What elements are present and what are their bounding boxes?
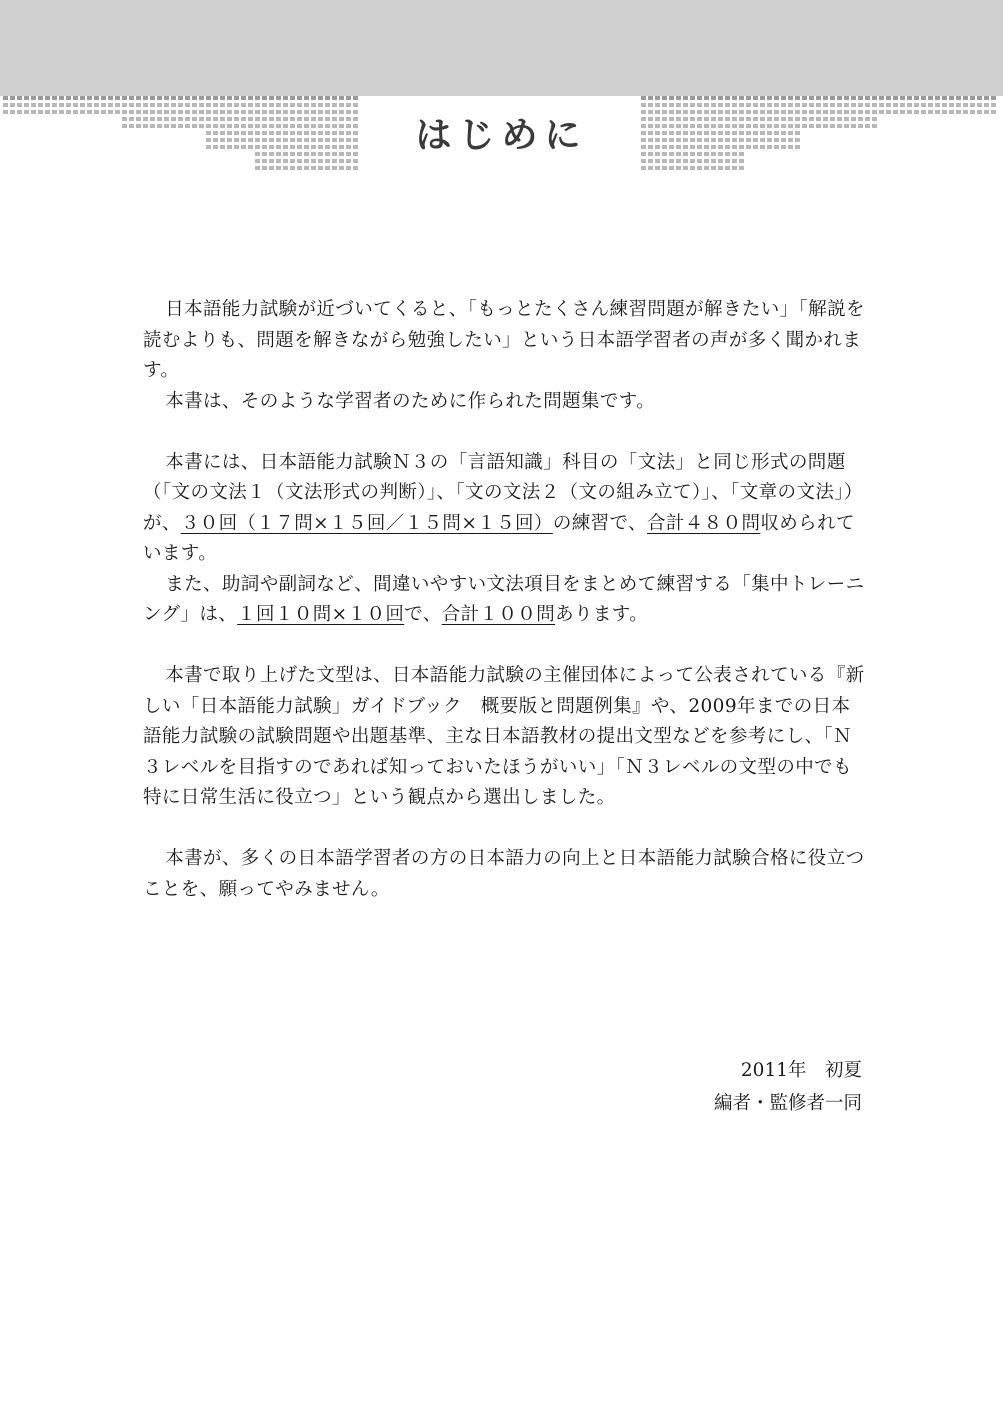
pattern-row [641, 103, 998, 107]
pattern-row [641, 117, 879, 121]
paragraph-4 [143, 661, 865, 814]
paragraph-4-text: 本書で取り上げた文型は、日本語能力試験の主催団体によって公表されている『新しい「日本語能力試験」ガイドブック 概要版と問題例集』や、2009年までの日本語能力試験の試験問題や出題基準、主な日本語教材の提出文型などを参考にし、「Ｎ３レベルを目指すのであれば知っておいたほうがいい」「Ｎ３レベルの文型の中でも特に日常生活に役立つ」という観点から選出しました。 [143, 665, 865, 808]
pattern-row [3, 110, 360, 114]
paragraph-3-text-c: あります。 [555, 604, 649, 625]
preface-body [143, 295, 865, 905]
paragraph-2-text-a: 本書には、日本語能力試験Ｎ３の「言語知識」科目の「文法」と同じ形式の問題（「文の文法１（文法形式の判断）」、「文の文法２（文の組み立て）」、「文章の文法」）が、 [143, 451, 863, 534]
underline-training-sessions: １回１０問×１０回 [237, 604, 405, 625]
signature-block [714, 1054, 862, 1120]
underline-total-480: 合計４８０問 [646, 512, 761, 534]
paragraph-1b-text: 本書は、そのような学習者のために作られた問題集です。 [165, 390, 656, 412]
header-pattern-left [0, 96, 360, 172]
pattern-row [3, 96, 360, 100]
paragraph-5-text: 本書が、多くの日本語学習者の方の日本語力の向上と日本語能力試験合格に役立つことを、願ってやみません。 [143, 848, 865, 900]
signature-date: 2011年 初夏 [740, 1060, 862, 1081]
paragraph-2-text-c: 収められています。 [143, 512, 855, 564]
pattern-row [206, 145, 360, 149]
pattern-row [255, 152, 360, 156]
pattern-row [255, 166, 360, 170]
pattern-row [255, 159, 360, 163]
pattern-row [641, 145, 802, 149]
pattern-row [641, 131, 802, 135]
paragraph-1-text: 日本語能力試験が近づいてくると、「もっとたくさん練習問題が解きたい」「解説を読むよりも、問題を解きながら勉強したい」という日本語学習者の声が多く聞かれます。 [143, 299, 865, 381]
pattern-row [3, 103, 360, 107]
signature-author: 編者・監修者一同 [713, 1093, 862, 1114]
paragraph-3-text-b: で、 [404, 604, 442, 625]
paragraph-3 [143, 570, 865, 631]
paragraph-5 [143, 844, 865, 905]
underline-count-sessions: ３０回（１７問×１５回／１５問×１５回） [180, 512, 553, 534]
paragraph-3-text-a: また、助詞や副詞など、間違いやすい文法項目をまとめて練習する「集中トレーニング」は、 [143, 573, 865, 625]
paragraph-2 [143, 448, 865, 570]
paragraph-1 [143, 295, 865, 387]
page-title: はじめに [415, 115, 588, 156]
pattern-row [641, 96, 998, 100]
pattern-row [122, 124, 360, 128]
pattern-row [122, 117, 360, 121]
pattern-row [641, 110, 998, 114]
pattern-row [641, 159, 746, 163]
pattern-row [641, 166, 746, 170]
pattern-row [641, 152, 746, 156]
pattern-row [641, 124, 879, 128]
pattern-row [206, 138, 360, 142]
pattern-row [206, 131, 360, 135]
header-pattern-right [641, 96, 1003, 172]
paragraph-1b [143, 387, 865, 418]
header-band [0, 0, 1003, 96]
pattern-row [641, 138, 802, 142]
underline-total-100: 合計１００問 [441, 604, 556, 625]
paragraph-2-text-b: の練習で、 [552, 512, 647, 534]
